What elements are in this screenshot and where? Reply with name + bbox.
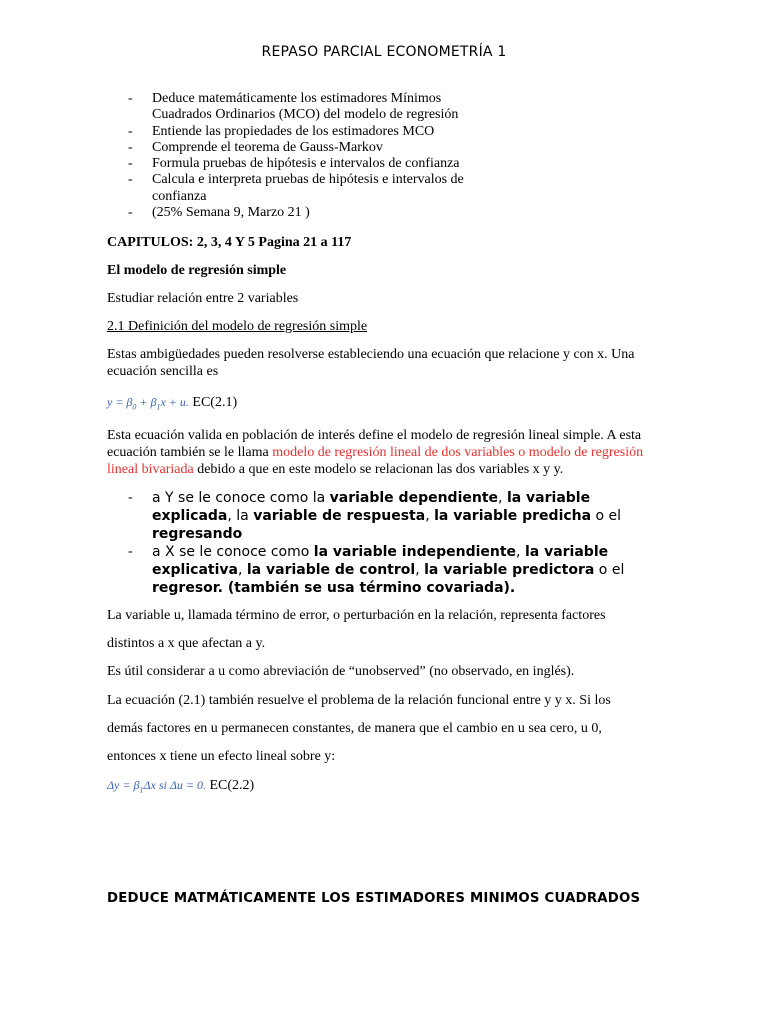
list-item: - Comprende el teorema de Gauss-Markov [128,139,383,155]
list-item: - (25% Semana 9, Marzo 21 ) [128,205,310,221]
list-dash: - [128,490,133,505]
equation-label: EC(2.1) [188,395,238,410]
equation-2-2 [107,778,254,794]
equation-label: EC(2.2) [205,778,255,793]
capitulos-line: CAPITULOS: 2, 3, 4 Y 5 Pagina 21 a 117 [107,235,352,250]
paragraph-3a: La variable u, llamada término de error, o perturbación en la relación, representa factores [107,608,606,623]
list-item: - Entiende las propiedades de los estimadores MCO [128,123,435,139]
list-dash: - [128,544,133,559]
subsection-heading: 2.1 Definición del modelo de regresión simple [107,319,368,334]
equation-formula: $\Delta y = \beta_1\Delta x$ si Δu = 0. [107,778,206,795]
section-heading: El modelo de regresión simple [107,263,287,278]
paragraph-3b: distintos a x que afectan a y. [107,636,266,651]
equation-formula: $y = \beta_0 + \beta_1x + u$. [107,395,189,412]
paragraph-4: Es útil considerar a u como abreviación de “unobserved” (no observado, en inglés). [107,664,575,679]
paragraph-2: Esta ecuación valida en población de interés define el modelo de regresión lineal simple. A esta ecuación también se le llama modelo de regresión lineal de dos variables o modelo de regresión lineal bivariada debido a que en este modelo se relacionan las dos variables x y y. [107,428,644,477]
list-dash: - [128,139,133,155]
list-item: - Deduce matemáticamente los estimadores Mínimos Cuadrados Ordinarios (MCO) del modelo de regresión [128,91,459,123]
variable-definitions-list [128,489,628,597]
objectives-list [128,91,488,221]
list-dash: - [128,172,133,188]
intro-text: Estudiar relación entre 2 variables [107,291,299,306]
list-dash: - [128,205,133,221]
list-dash: - [128,123,133,139]
list-dash: - [128,91,133,106]
equation-2-1 [107,395,237,411]
document-title: REPASO PARCIAL ECONOMETRÍA 1 [261,44,507,60]
paragraph-5b: demás factores en u permanecen constantes, de manera que el cambio en u sea cero, u 0, [107,721,602,736]
list-dash: - [128,156,133,172]
list-item-dependent: - a Y se le conoce como la variable dependiente, la variable explicada, la variable de respuesta, la variable predicha o el regresando [128,490,622,542]
list-item: - Calcula e interpreta pruebas de hipótesis e intervalos de confianza [128,172,464,204]
highlighted-term: modelo de regresión lineal de dos variables o modelo de regresión lineal bivariada [107,445,644,477]
list-item-independent: - a X se le conoce como la variable independiente, la variable explicativa, la variable de control, la variable predictora o el regresor. (también se usa término covariada). [128,544,625,596]
final-heading: DEDUCE MATMÁTICAMENTE LOS ESTIMADORES MINIMOS CUADRADOS [107,891,641,906]
paragraph-5a: La ecuación (2.1) también resuelve el problema de la relación funcional entre y y x. Si los [107,693,611,708]
paragraph-1: Estas ambigüedades pueden resolverse estableciendo una ecuación que relacione y con x. Una ecuación sencilla es [107,347,635,379]
paragraph-5c: entonces x tiene un efecto lineal sobre y: [107,749,336,764]
list-item: - Formula pruebas de hipótesis e intervalos de confianza [128,156,460,172]
